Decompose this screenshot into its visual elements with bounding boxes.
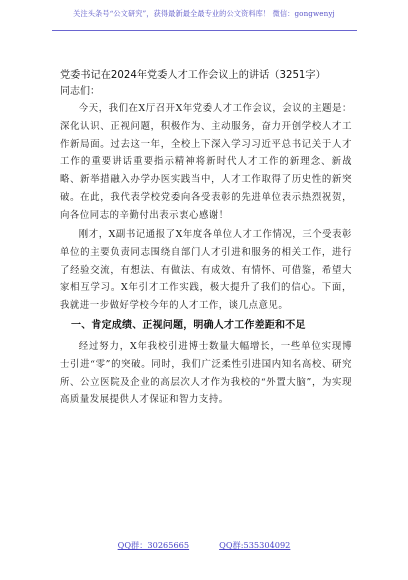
greeting: 同志们： — [60, 86, 100, 97]
section-heading: 一、肯定成绩、正视问题，明确人才工作差距和不足 — [71, 320, 306, 332]
paragraph: 今天，我们在X厅召开X年党委人才工作会议，会议的主题是：深化认识、正视问题，积极作为、主动服务，奋力开创学校人才工作新局面。过去这一年，全校上下深入学习习近平总书记关于人才工作的重要讲话重要指示精神将新时代人才工作的新理念、新战略、新举措融入办学办医实践当中，人才工作取得了历史性的新突破。在此，我代表学校党委向各受表彰的先进单位表示热烈祝贺，向各位同志的辛勤付出表示衷心感谢！ — [60, 103, 352, 221]
footer — [0, 540, 408, 551]
qq-group-link[interactable]: QQ群:535304092 — [219, 540, 291, 550]
document-body — [60, 100, 352, 411]
header-banner: 关注头条号“公文研究”，获得最新最全最专业的公文资料库！ 微信：gongwenyj — [73, 9, 335, 18]
qq-group-link[interactable]: QQ群：30265665 — [117, 540, 190, 550]
document-title: 党委书记在2024年党委人才工作会议上的讲话（3251字） — [60, 70, 326, 81]
paragraph: 经过努力，X年我校引进博士数量大幅增长，一些单位实现博士引进“零”的突破。同时，我们广泛柔性引进国内知名高校、研究所、公立医院及企业的高层次人才作为我校的“外置大脑”，为实现高质量发展提供人才保证和智力支持。 — [60, 341, 352, 406]
paragraph: 刚才，X副书记通报了X年度各单位人才工作情况，三个受表彰单位的主要负责同志围绕自部门人才引进和服务的相关工作，进行了经验交流，有想法、有做法、有成效、有情怀、可借鉴，希望大家相互学习。X年引才工作实践，极大提升了我们的信心。下面，我就进一步做好学校今年的人才工作，谈几点意见。 — [60, 229, 352, 312]
header-divider — [52, 30, 357, 31]
